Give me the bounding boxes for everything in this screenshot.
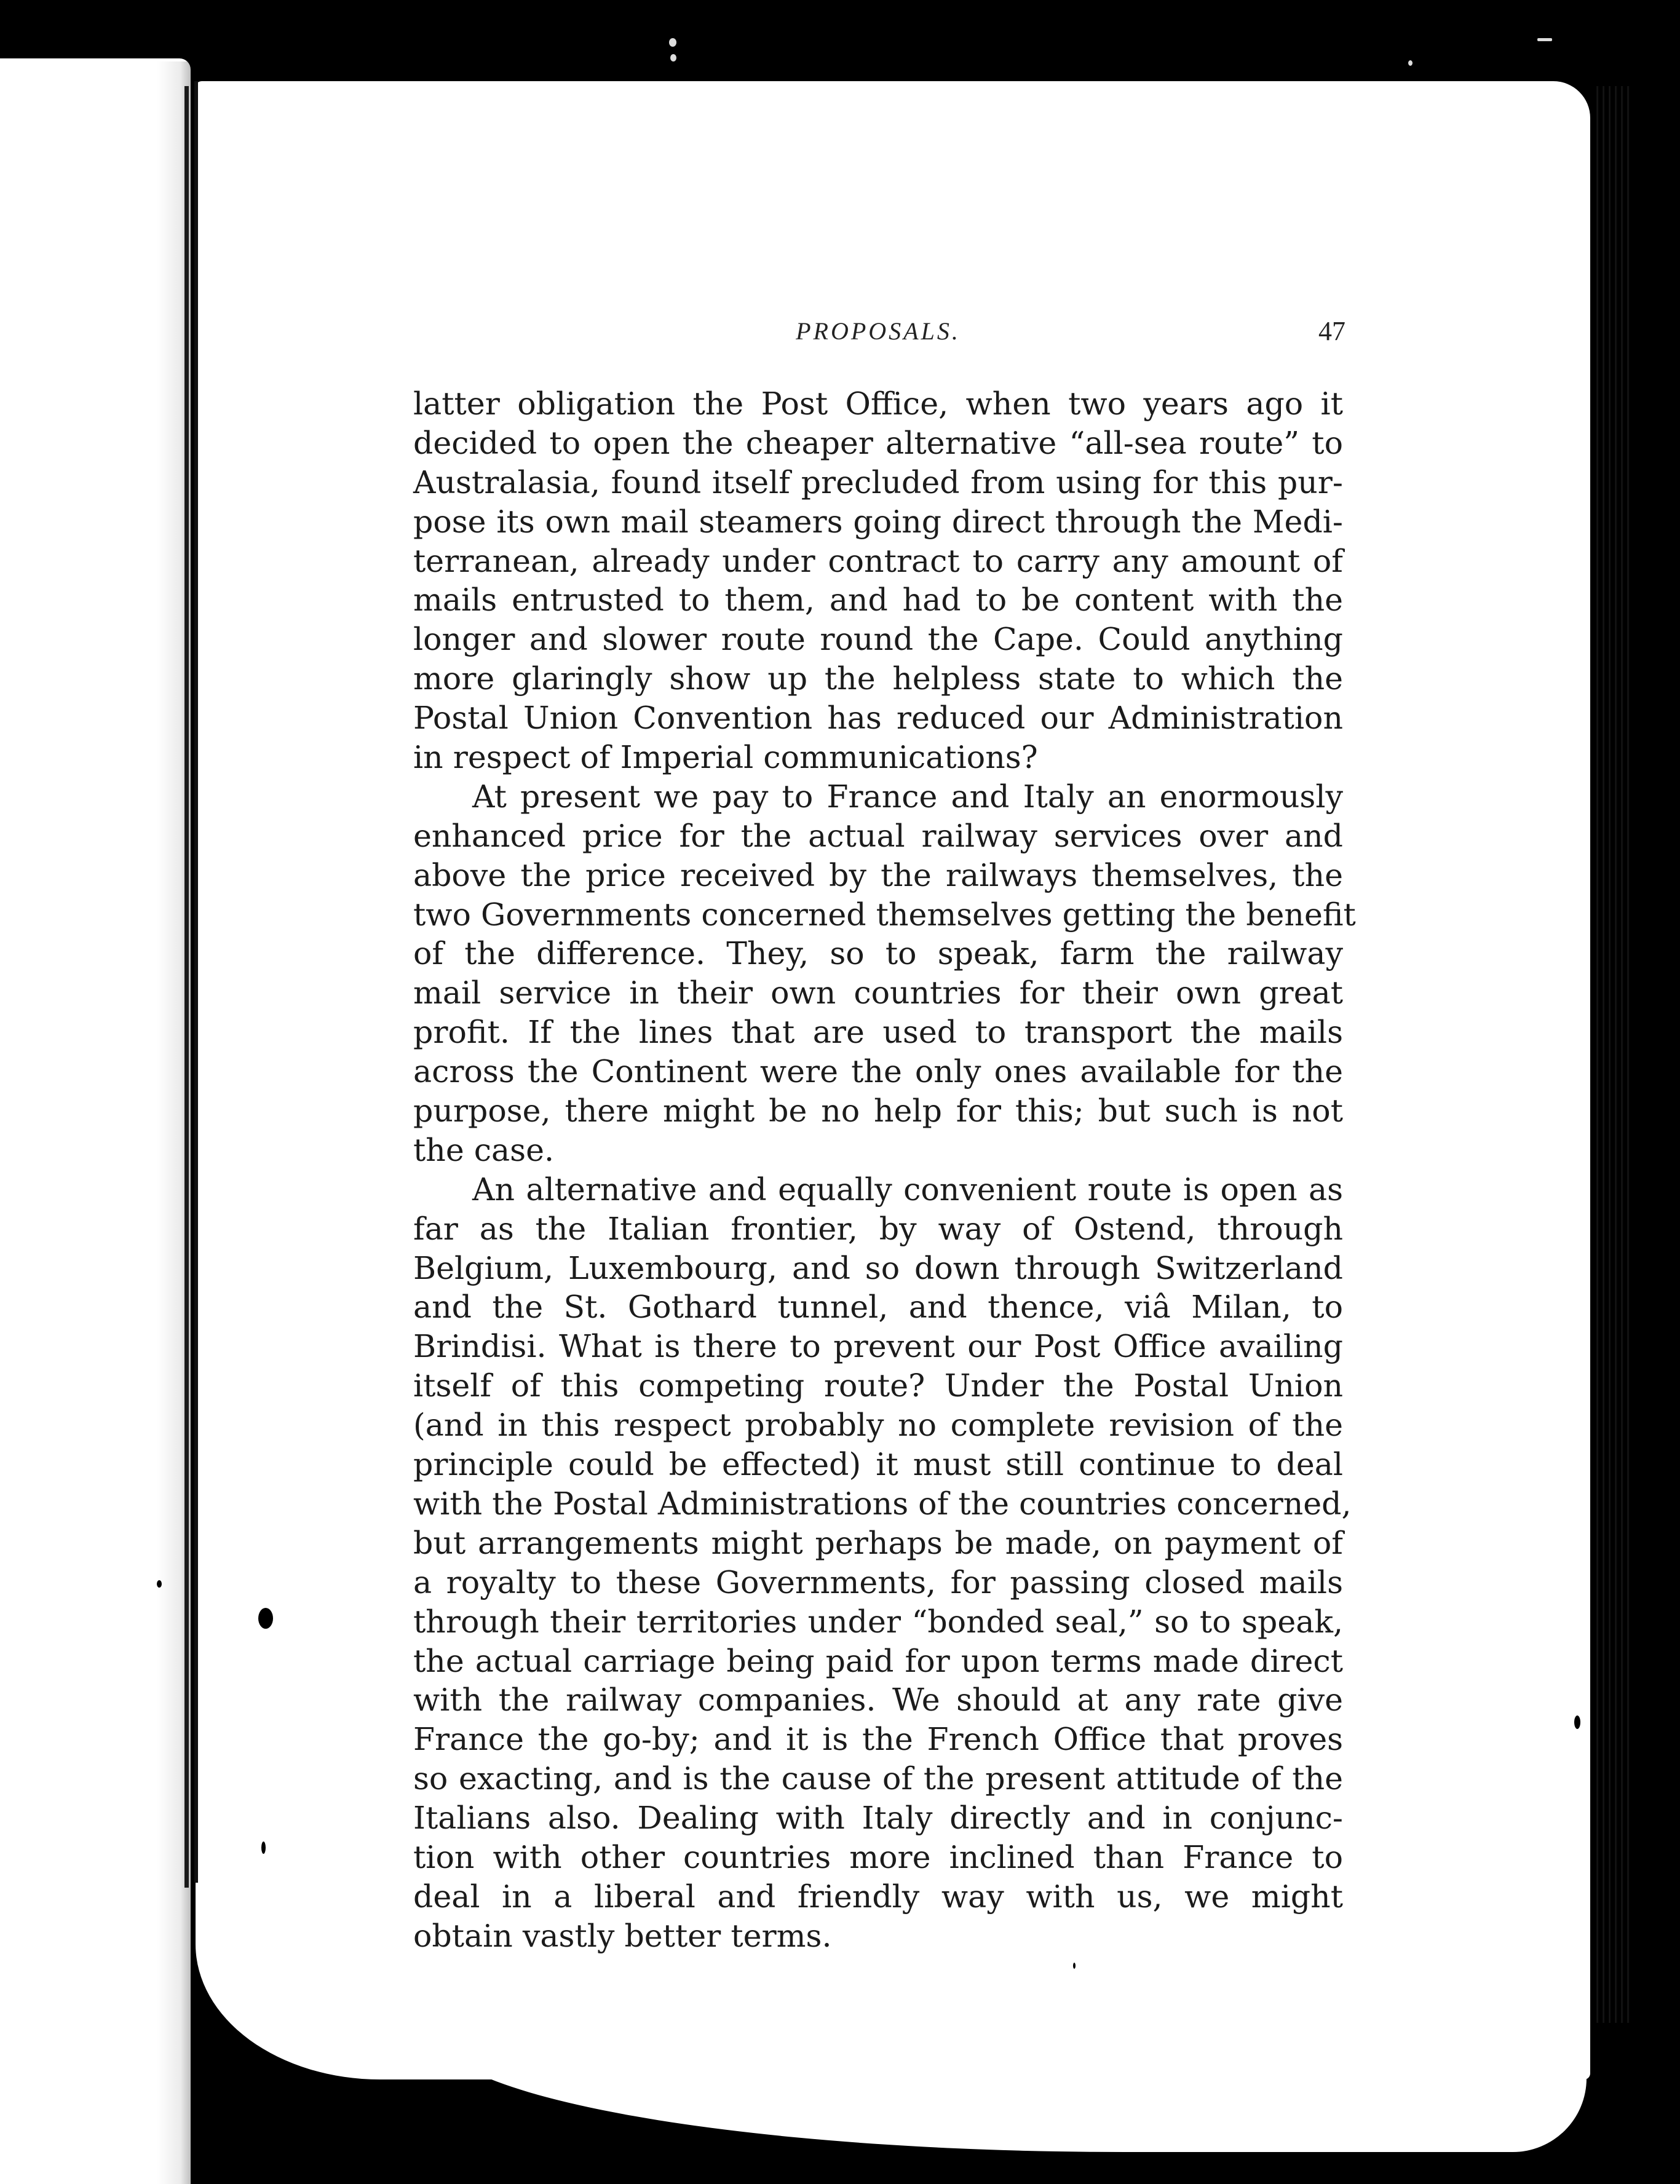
text-line: itself of this competing route? Under the Postal Union xyxy=(413,1367,1343,1404)
scan-speck xyxy=(1574,1715,1580,1729)
text-line: deal in a liberal and friendly way with us, we might xyxy=(413,1878,1343,1915)
text-line: with the Postal Administrations of the countries concerned, xyxy=(413,1485,1352,1522)
text-line: two Governments concerned themselves getting the benefit xyxy=(413,896,1356,933)
text-line: purpose, there might be no help for this; but such is not xyxy=(413,1093,1343,1130)
text-line: Postal Union Convention has reduced our Administration xyxy=(413,700,1343,737)
text-line: Brindisi. What is there to prevent our Post Office availing xyxy=(413,1328,1343,1365)
text-line: pose its own mail steamers going direct through the Medi- xyxy=(413,503,1343,540)
text-line: the actual carriage being paid for upon terms made direct xyxy=(413,1642,1343,1679)
text-line: profit. If the lines that are used to transport the mails xyxy=(413,1014,1343,1051)
running-head xyxy=(413,317,1343,354)
text-line: across the Continent were the only ones available for the xyxy=(413,1053,1343,1090)
page-number: 47 xyxy=(1318,316,1345,346)
text-line: At present we pay to France and Italy an enormously xyxy=(472,778,1343,815)
text-line: latter obligation the Post Office, when two years ago it xyxy=(413,386,1343,422)
scan-speck xyxy=(1537,38,1552,41)
text-line: longer and slower route round the Cape. Could anything xyxy=(413,621,1343,658)
text-line: more glaringly show up the helpless state to which the xyxy=(413,660,1343,697)
text-line: with the railway companies. We should at any rate give xyxy=(413,1682,1343,1719)
text-line: terranean, already under contract to carry any amount of xyxy=(413,542,1343,579)
text-line: of the difference. They, so to speak, farm the railway xyxy=(413,935,1343,972)
scan-speck xyxy=(261,1842,266,1854)
text-line: decided to open the cheaper alternative “all-sea route” to xyxy=(413,424,1343,461)
text-line: An alternative and equally convenient route is open as xyxy=(472,1171,1343,1208)
text-line: but arrangements might perhaps be made, on payment of xyxy=(413,1524,1343,1561)
text-line: the case. xyxy=(413,1131,555,1168)
text-line: France the go-by; and it is the French Office that proves xyxy=(413,1721,1343,1758)
text-line: Belgium, Luxembourg, and so down through Switzerland xyxy=(413,1249,1343,1286)
scan-speck xyxy=(1408,60,1413,66)
page-left-edge xyxy=(194,81,198,1883)
scan-speck xyxy=(1073,1963,1076,1969)
text-line: principle could be effected) it must still continue to deal xyxy=(413,1446,1343,1483)
text-line: and the St. Gothard tunnel, and thence, viâ Milan, to xyxy=(413,1289,1343,1326)
scan-speck xyxy=(157,1580,162,1588)
gutter-line xyxy=(184,86,189,1888)
text-line: above the price received by the railways themselves, the xyxy=(413,857,1343,893)
text-line: through their territories under “bonded seal,” so to speak, xyxy=(413,1603,1343,1640)
scan-speck xyxy=(669,38,676,47)
text-line: tion with other countries more inclined than France to xyxy=(413,1838,1343,1875)
text-line: Italians also. Dealing with Italy directly and in conjunc- xyxy=(413,1800,1343,1837)
text-line: mail service in their own countries for their own great xyxy=(413,975,1343,1011)
text-line: in respect of Imperial communications? xyxy=(413,739,1038,776)
body-text xyxy=(413,384,1356,1956)
scan-speck xyxy=(670,54,676,61)
text-line: enhanced price for the actual railway services over and xyxy=(413,817,1343,854)
text-line: obtain vastly better terms. xyxy=(413,1917,832,1954)
text-line: so exacting, and is the cause of the present attitude of the xyxy=(413,1760,1343,1797)
text-line: a royalty to these Governments, for passing closed mails xyxy=(413,1564,1343,1600)
page-edge-stack xyxy=(1593,86,1630,2023)
text-line: far as the Italian frontier, by way of Ostend, through xyxy=(413,1210,1343,1247)
text-line: mails entrusted to them, and had to be content with the xyxy=(413,582,1343,619)
text-line: (and in this respect probably no complete revision of the xyxy=(413,1407,1343,1444)
text-line: Australasia, found itself precluded from using for this pur- xyxy=(413,464,1343,501)
scan-speck xyxy=(258,1608,273,1629)
page-bottom-curl xyxy=(430,2029,1587,2152)
running-title: PROPOSALS. xyxy=(796,317,961,345)
